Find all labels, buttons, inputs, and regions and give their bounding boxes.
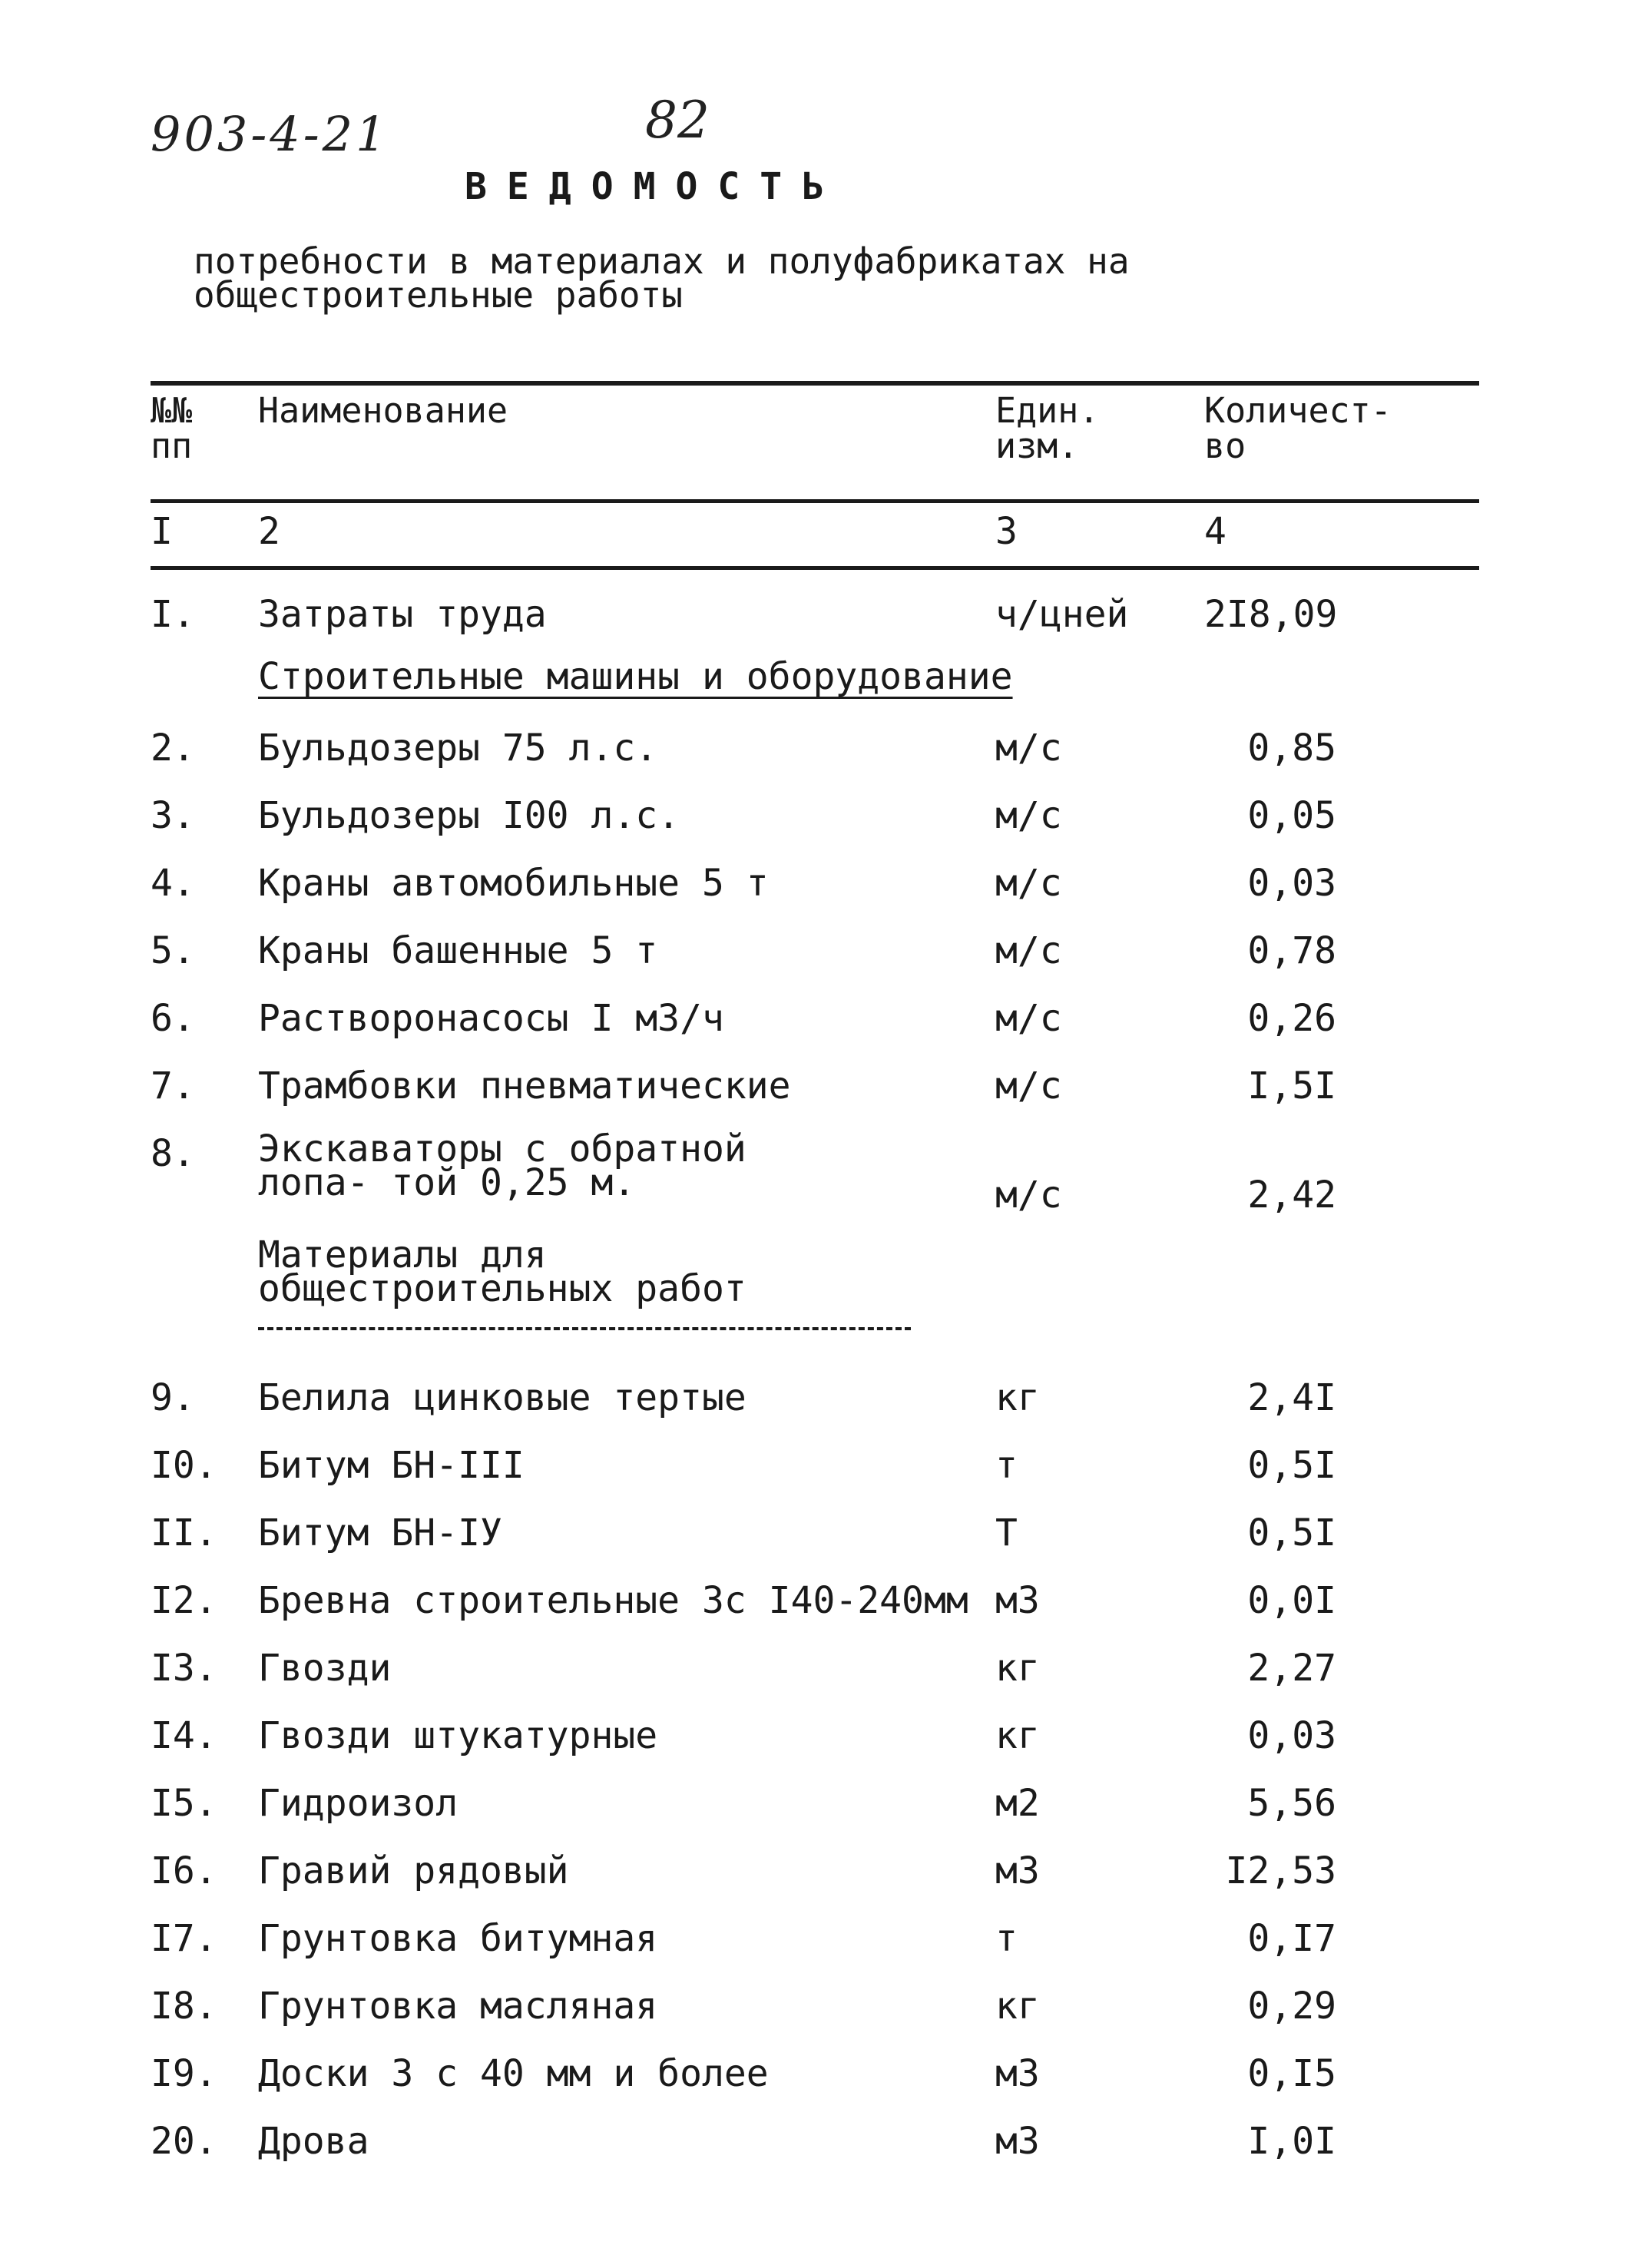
row-num: I7. <box>151 1917 217 1960</box>
section-heading-materials: Материалы для общестроительных работ <box>258 1233 746 1310</box>
row-qty: 0,78 <box>1247 929 1336 972</box>
row-qty: 0,26 <box>1247 997 1336 1040</box>
row-qty: 5,56 <box>1247 1782 1336 1825</box>
row-unit: м/с <box>995 929 1062 972</box>
row-num: I2. <box>151 1579 217 1622</box>
row-unit: т <box>995 1444 1018 1487</box>
row-unit: т <box>995 1917 1018 1960</box>
row-unit: м3 <box>995 1849 1040 1892</box>
row-name: Дрова <box>258 2120 369 2163</box>
column-number: 2 <box>258 510 280 553</box>
row-num: I8. <box>151 1985 217 2028</box>
row-unit: м/с <box>995 862 1062 905</box>
row-name: Бульдозеры I00 л.с. <box>258 794 680 837</box>
row-unit: ч/цней <box>995 593 1129 636</box>
column-number: 3 <box>995 510 1018 553</box>
row-num: 20. <box>151 2120 217 2163</box>
row-qty: 2,42 <box>1247 1174 1336 1217</box>
row-qty: 0,03 <box>1247 862 1336 905</box>
row-qty: 0,0I <box>1247 1579 1336 1622</box>
row-qty: 2I8,09 <box>1204 593 1338 636</box>
row-name: Грунтовка масляная <box>258 1985 658 2028</box>
row-unit: м/с <box>995 1174 1062 1217</box>
row-unit: кг <box>995 1714 1040 1757</box>
row-unit: м/с <box>995 997 1062 1040</box>
row-num: 8. <box>151 1132 195 1175</box>
row-unit: м/с <box>995 794 1062 837</box>
row-unit: кг <box>995 1647 1040 1690</box>
document-subtitle: потребности в материалах и полуфабрикатах на общестроительные работы <box>194 240 1130 316</box>
row-num: 3. <box>151 794 195 837</box>
row-name: Белила цинковые тертые <box>258 1376 746 1419</box>
row-qty: I2,53 <box>1225 1849 1336 1892</box>
row-unit: кг <box>995 1985 1040 2028</box>
row-qty: 0,I7 <box>1247 1917 1336 1960</box>
row-num: 9. <box>151 1376 195 1419</box>
row-name: Краны автомобильные 5 т <box>258 862 769 905</box>
row-qty: 0,85 <box>1247 727 1336 770</box>
row-unit: м3 <box>995 2052 1040 2095</box>
row-unit: м2 <box>995 1782 1040 1825</box>
row-name: Растворонасосы I м3/ч <box>258 997 724 1040</box>
row-name: Бульдозеры 75 л.с. <box>258 727 658 770</box>
row-num: I0. <box>151 1444 217 1487</box>
row-num: I3. <box>151 1647 217 1690</box>
row-qty: 2,4I <box>1247 1376 1336 1419</box>
row-num: 5. <box>151 929 195 972</box>
column-numbers-rule <box>151 566 1479 570</box>
row-name: Гвозди штукатурные <box>258 1714 658 1757</box>
row-unit: м/с <box>995 1064 1062 1108</box>
row-qty: 0,05 <box>1247 794 1336 837</box>
row-num: I5. <box>151 1782 217 1825</box>
row-name: Экскаваторы с обратной лопа- той 0,25 м. <box>258 1127 746 1204</box>
row-num: 6. <box>151 997 195 1040</box>
row-unit: м3 <box>995 1579 1040 1622</box>
row-qty: 0,5I <box>1247 1511 1336 1554</box>
row-qty: 0,5I <box>1247 1444 1336 1487</box>
row-num: 7. <box>151 1064 195 1108</box>
row-name: Гравий рядовый <box>258 1849 569 1892</box>
row-num: 4. <box>151 862 195 905</box>
column-number: I <box>151 510 173 553</box>
row-num: 2. <box>151 727 195 770</box>
row-name: Гидроизол <box>258 1782 458 1825</box>
column-number: 4 <box>1204 510 1226 553</box>
row-name: Краны башенные 5 т <box>258 929 658 972</box>
row-name: Битум БН-III <box>258 1444 525 1487</box>
document-title: ВЕДОМОСТЬ <box>465 165 845 208</box>
section-heading-machines: Строительные машины и оборудование <box>258 655 1013 698</box>
row-qty: 0,03 <box>1247 1714 1336 1757</box>
row-name: Трамбовки пневматические <box>258 1064 791 1108</box>
table-top-rule <box>151 381 1479 386</box>
header-qty: Количест- во <box>1204 390 1392 466</box>
header-name: Наименование <box>258 390 508 431</box>
row-name: Грунтовка битумная <box>258 1917 658 1960</box>
header-num: №№ пп <box>151 390 193 466</box>
row-name: Бревна строительные 3с I40-240мм <box>258 1579 968 1622</box>
row-qty: 0,I5 <box>1247 2052 1336 2095</box>
row-unit: Т <box>995 1511 1018 1554</box>
row-name: Затраты труда <box>258 593 547 636</box>
row-num: II. <box>151 1511 217 1554</box>
row-name: Доски 3 с 40 мм и более <box>258 2052 769 2095</box>
header-unit: Един. изм. <box>995 390 1100 466</box>
row-unit: м3 <box>995 2120 1040 2163</box>
section-dashed-rule <box>258 1327 911 1330</box>
row-name: Гвозди <box>258 1647 392 1690</box>
row-qty: I,0I <box>1247 2120 1336 2163</box>
page-number: 82 <box>645 91 710 150</box>
row-num: I6. <box>151 1849 217 1892</box>
row-name: Битум БН-IУ <box>258 1511 502 1554</box>
row-num: I4. <box>151 1714 217 1757</box>
row-qty: 0,29 <box>1247 1985 1336 2028</box>
row-num: I. <box>151 593 195 636</box>
row-unit: кг <box>995 1376 1040 1419</box>
row-num: I9. <box>151 2052 217 2095</box>
document-code: 903-4-21 <box>151 106 389 162</box>
header-bottom-rule <box>151 499 1479 503</box>
row-qty: 2,27 <box>1247 1647 1336 1690</box>
row-unit: м/с <box>995 727 1062 770</box>
row-qty: I,5I <box>1247 1064 1336 1108</box>
